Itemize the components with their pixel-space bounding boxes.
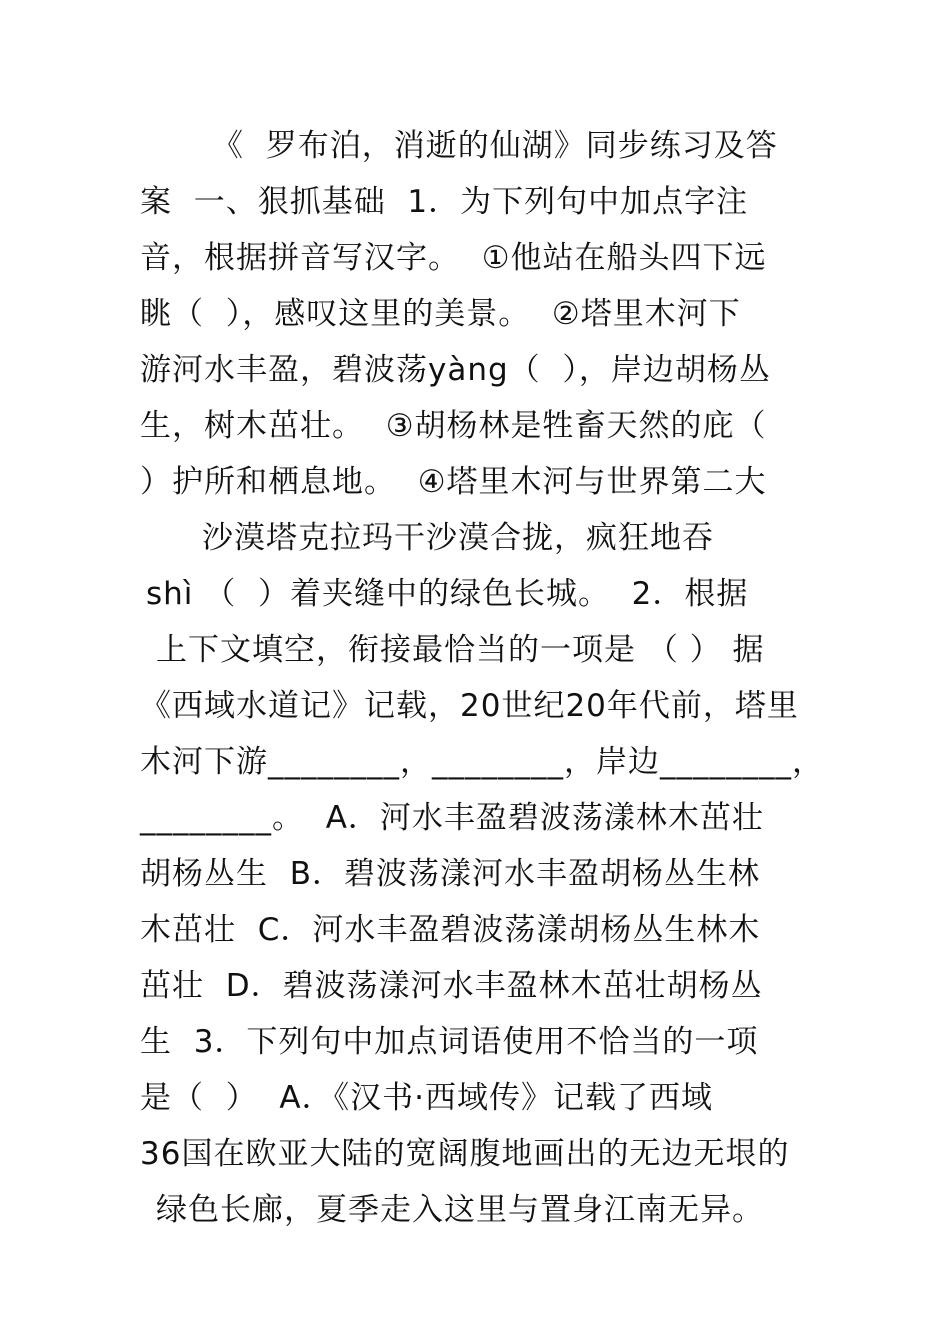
text-line-4: 眺（ ），感叹这里的美景。 ②塔里木河下 <box>140 296 741 332</box>
text-line-8: 沙漠塔克拉玛干沙漠合拢，疯狂地吞 <box>202 520 714 556</box>
text-line-20: 绿色长廊，夏季走入这里与置身江南无异。 <box>156 1192 764 1228</box>
text-line-3: 音，根据拼音写汉字。 ①他站在船头四下远 <box>140 240 767 276</box>
text-line-2: 案 一、狠抓基础 1．为下列句中加点字注 <box>140 184 749 220</box>
text-line-12: 木河下游________，________，岸边________， <box>140 744 824 780</box>
text-line-6: 生，树木茁壮。 ③胡杨林是牲畜天然的庇（ <box>140 408 767 444</box>
text-line-13: ________。 A．河水丰盈碧波荡漾林木茁壮 <box>140 800 764 836</box>
text-line-16: 茁壮 D．碧波荡漾河水丰盈林木茁壮胡杨丛 <box>140 968 763 1004</box>
text-line-15: 木茁壮 C．河水丰盈碧波荡漾胡杨丛生林木 <box>140 912 761 948</box>
text-line-5: 游河水丰盈，碧波荡yàng（ ），岸边胡杨丛 <box>140 352 771 388</box>
text-line-1: 《 罗布泊，消逝的仙湖》同步练习及答 <box>212 128 778 164</box>
text-line-10: 上下文填空，衔接最恰当的一项是 （ ） 据 <box>156 632 765 668</box>
text-line-7: ）护所和栖息地。 ④塔里木河与世界第二大 <box>140 464 767 500</box>
text-line-17: 生 3．下列句中加点词语使用不恰当的一项 <box>140 1024 759 1060</box>
text-line-11: 《西域水道记》记载，20世纪20年代前，塔里 <box>140 688 799 724</box>
text-line-18: 是（ ） A．《汉书·西域传》记载了西域 <box>140 1080 713 1116</box>
text-line-9: shì （ ）着夹缝中的绿色长城。 2．根据 <box>146 576 749 612</box>
text-line-14: 胡杨丛生 B．碧波荡漾河水丰盈胡杨丛生林 <box>140 856 760 892</box>
text-line-19: 36国在欧亚大陆的宽阔腹地画出的无边无垠的 <box>140 1136 790 1172</box>
